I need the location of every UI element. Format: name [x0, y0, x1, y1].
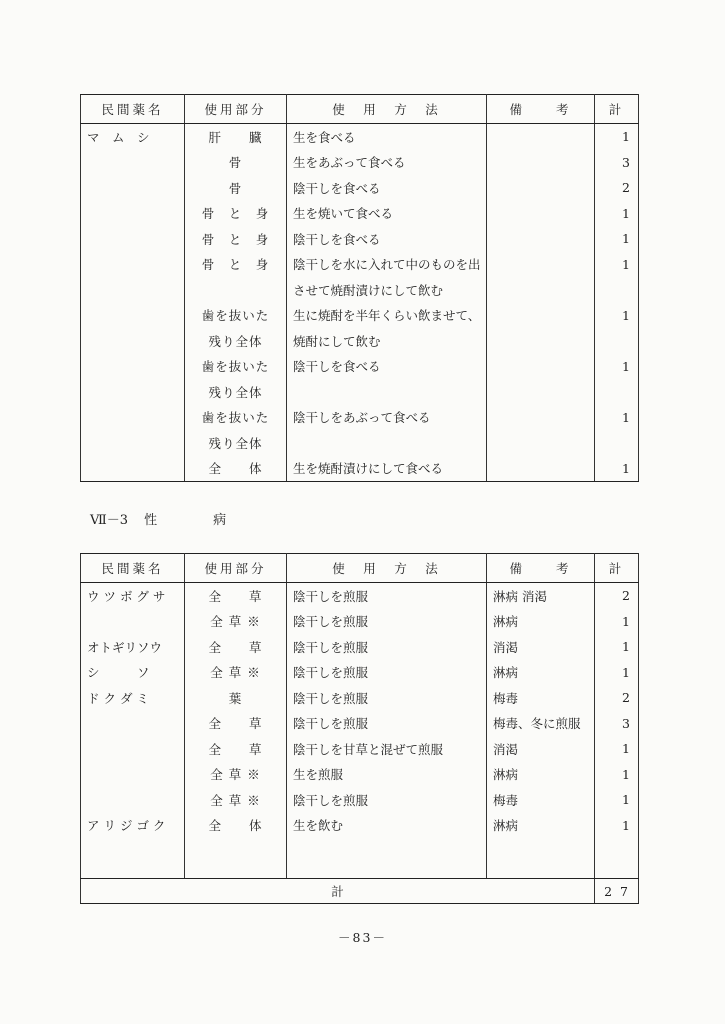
table-body — [81, 583, 639, 879]
table-row — [81, 813, 639, 839]
cell-remark: 梅毒 — [487, 787, 595, 813]
cell-name — [81, 762, 185, 788]
cell-count: 1 — [595, 634, 639, 660]
total-value: 2 7 — [595, 879, 639, 904]
cell-part: 全 草 ※ — [185, 660, 287, 686]
cell-name — [81, 787, 185, 813]
header-part: 使用部分 — [185, 95, 287, 124]
cell-count: 1 — [595, 201, 639, 227]
cell-part: 葉 — [185, 685, 287, 711]
cell-remark — [487, 124, 595, 150]
cell-name — [81, 405, 185, 431]
cell-method: 陰干しを煎服 — [287, 660, 487, 686]
cell-method: 陰干しをあぶって食べる — [287, 405, 487, 431]
table-row — [81, 583, 639, 609]
table-row — [81, 609, 639, 635]
table-row — [81, 711, 639, 737]
table-venereal-disease — [80, 553, 639, 904]
cell-name — [81, 354, 185, 380]
cell-method: 陰干しを煎服 — [287, 634, 487, 660]
cell-count: 1 — [595, 405, 639, 431]
cell-name — [81, 711, 185, 737]
cell-name — [81, 150, 185, 176]
cell-remark: 淋病 消渇 — [487, 583, 595, 609]
cell-part: 骨 と 身 — [185, 226, 287, 252]
cell-remark — [487, 201, 595, 227]
cell-method: 陰干しを食べる — [287, 226, 487, 252]
cell-method: 生をあぶって食べる — [287, 150, 487, 176]
cell-remark: 淋病 — [487, 762, 595, 788]
cell-method: 陰干しを煎服 — [287, 583, 487, 609]
table-row — [81, 736, 639, 762]
table-row — [81, 354, 639, 380]
cell-part: 歯を抜いた — [185, 303, 287, 329]
table-row — [81, 430, 639, 456]
cell-count — [595, 379, 639, 405]
cell-part: 残り全体 — [185, 430, 287, 456]
cell-name — [81, 175, 185, 201]
table-row — [81, 787, 639, 813]
table-row — [81, 405, 639, 431]
cell-method: 陰干しを水に入れて中のものを出 — [287, 252, 487, 278]
table-row — [81, 150, 639, 176]
cell-name — [81, 252, 185, 278]
cell-count: 1 — [595, 124, 639, 150]
table-row — [81, 175, 639, 201]
cell-remark: 淋病 — [487, 660, 595, 686]
total-row — [81, 879, 639, 904]
cell-name — [81, 736, 185, 762]
cell-name: シ ソ — [81, 660, 185, 686]
section-title-2: 病 — [213, 513, 227, 528]
cell-method — [287, 379, 487, 405]
header-count: 計 — [595, 95, 639, 124]
cell-count — [595, 430, 639, 456]
header-part: 使用部分 — [185, 554, 287, 583]
table-row — [81, 685, 639, 711]
cell-method: させて焼酎漬けにして飲む — [287, 277, 487, 303]
cell-count: 2 — [595, 685, 639, 711]
blank-cell — [487, 838, 595, 879]
header-count: 計 — [595, 554, 639, 583]
cell-count: 1 — [595, 252, 639, 278]
cell-part: 残り全体 — [185, 379, 287, 405]
table-row — [81, 634, 639, 660]
blank-cell — [287, 838, 487, 879]
cell-method: 生を飲む — [287, 813, 487, 839]
table-row — [81, 124, 639, 150]
cell-method: 陰干しを食べる — [287, 354, 487, 380]
cell-remark: 梅毒、冬に煎服 — [487, 711, 595, 737]
cell-part: 骨 — [185, 150, 287, 176]
cell-method: 陰干しを煎服 — [287, 609, 487, 635]
cell-name — [81, 609, 185, 635]
cell-remark — [487, 354, 595, 380]
cell-name: マ ム シ — [81, 124, 185, 150]
table-row — [81, 379, 639, 405]
cell-method: 生を食べる — [287, 124, 487, 150]
table-header-row — [81, 95, 639, 124]
cell-remark — [487, 379, 595, 405]
cell-count: 1 — [595, 609, 639, 635]
cell-part: 全 草 — [185, 736, 287, 762]
table-row — [81, 303, 639, 329]
cell-count: 1 — [595, 762, 639, 788]
cell-name: オトギリソウ — [81, 634, 185, 660]
cell-remark — [487, 175, 595, 201]
cell-method: 陰干しを甘草と混ぜて煎服 — [287, 736, 487, 762]
cell-remark: 梅毒 — [487, 685, 595, 711]
cell-name: ド ク ダ ミ — [81, 685, 185, 711]
header-name: 民間薬名 — [81, 95, 185, 124]
cell-count: 1 — [595, 813, 639, 839]
cell-method: 陰干しを煎服 — [287, 787, 487, 813]
cell-count: 1 — [595, 226, 639, 252]
blank-row — [81, 838, 639, 879]
section-number: Ⅶ－3 — [90, 513, 129, 528]
cell-part: 全 草 — [185, 634, 287, 660]
cell-name — [81, 201, 185, 227]
cell-remark — [487, 150, 595, 176]
header-method: 使 用 方 法 — [287, 95, 487, 124]
header-remark: 備 考 — [487, 554, 595, 583]
cell-method: 生に焼酎を半年くらい飲ませて、 — [287, 303, 487, 329]
page-number: －83－ — [338, 930, 387, 945]
total-label: 計 — [81, 879, 595, 904]
cell-count: 1 — [595, 736, 639, 762]
cell-count: 1 — [595, 787, 639, 813]
cell-part: 歯を抜いた — [185, 354, 287, 380]
cell-name — [81, 226, 185, 252]
table-mamushi — [80, 94, 639, 482]
cell-remark: 淋病 — [487, 609, 595, 635]
cell-count: 1 — [595, 660, 639, 686]
cell-remark — [487, 328, 595, 354]
cell-count: 1 — [595, 303, 639, 329]
cell-count — [595, 277, 639, 303]
cell-remark: 消渇 — [487, 736, 595, 762]
cell-name: ウ ツ ボ グ サ — [81, 583, 185, 609]
cell-count: 2 — [595, 175, 639, 201]
table-row — [81, 226, 639, 252]
cell-remark — [487, 405, 595, 431]
header-remark: 備 考 — [487, 95, 595, 124]
table-row — [81, 277, 639, 303]
table-row — [81, 660, 639, 686]
cell-part: 全 草 — [185, 711, 287, 737]
cell-remark — [487, 430, 595, 456]
cell-part: 全 草 ※ — [185, 787, 287, 813]
cell-part: 骨 と 身 — [185, 252, 287, 278]
cell-name — [81, 456, 185, 482]
cell-remark — [487, 303, 595, 329]
cell-count: 3 — [595, 150, 639, 176]
blank-cell — [81, 838, 185, 879]
cell-method — [287, 430, 487, 456]
cell-count: 2 — [595, 583, 639, 609]
cell-name — [81, 379, 185, 405]
table-row — [81, 762, 639, 788]
cell-method: 生を焼いて食べる — [287, 201, 487, 227]
section-title-1: 性 — [144, 513, 158, 528]
cell-name: ア リ ジ ゴ ク — [81, 813, 185, 839]
cell-remark: 淋病 — [487, 813, 595, 839]
table-row — [81, 201, 639, 227]
blank-cell — [595, 838, 639, 879]
cell-count: 1 — [595, 456, 639, 482]
cell-part: 全 草 ※ — [185, 609, 287, 635]
cell-method: 陰干しを食べる — [287, 175, 487, 201]
blank-cell — [185, 838, 287, 879]
cell-part: 骨 と 身 — [185, 201, 287, 227]
cell-part: 肝 臓 — [185, 124, 287, 150]
cell-part: 全 草 ※ — [185, 762, 287, 788]
cell-name — [81, 328, 185, 354]
header-method: 使 用 方 法 — [287, 554, 487, 583]
cell-method: 陰干しを煎服 — [287, 711, 487, 737]
cell-count: 3 — [595, 711, 639, 737]
table-row — [81, 252, 639, 278]
cell-part: 全 草 — [185, 583, 287, 609]
cell-method: 焼酎にして飲む — [287, 328, 487, 354]
cell-remark — [487, 456, 595, 482]
cell-count: 1 — [595, 354, 639, 380]
cell-remark — [487, 226, 595, 252]
table-body — [81, 124, 639, 482]
cell-part: 骨 — [185, 175, 287, 201]
table-row — [81, 328, 639, 354]
cell-part: 歯を抜いた — [185, 405, 287, 431]
table-header-row — [81, 554, 639, 583]
cell-part: 全 体 — [185, 813, 287, 839]
cell-method: 生を焼酎漬けにして食べる — [287, 456, 487, 482]
cell-method: 生を煎服 — [287, 762, 487, 788]
cell-part: 全 体 — [185, 456, 287, 482]
cell-method: 陰干しを煎服 — [287, 685, 487, 711]
cell-name — [81, 277, 185, 303]
cell-name — [81, 430, 185, 456]
cell-remark — [487, 252, 595, 278]
cell-count — [595, 328, 639, 354]
header-name: 民間薬名 — [81, 554, 185, 583]
cell-remark — [487, 277, 595, 303]
section-heading — [90, 509, 226, 528]
cell-part — [185, 277, 287, 303]
cell-remark: 消渇 — [487, 634, 595, 660]
cell-part: 残り全体 — [185, 328, 287, 354]
cell-name — [81, 303, 185, 329]
table-row — [81, 456, 639, 482]
